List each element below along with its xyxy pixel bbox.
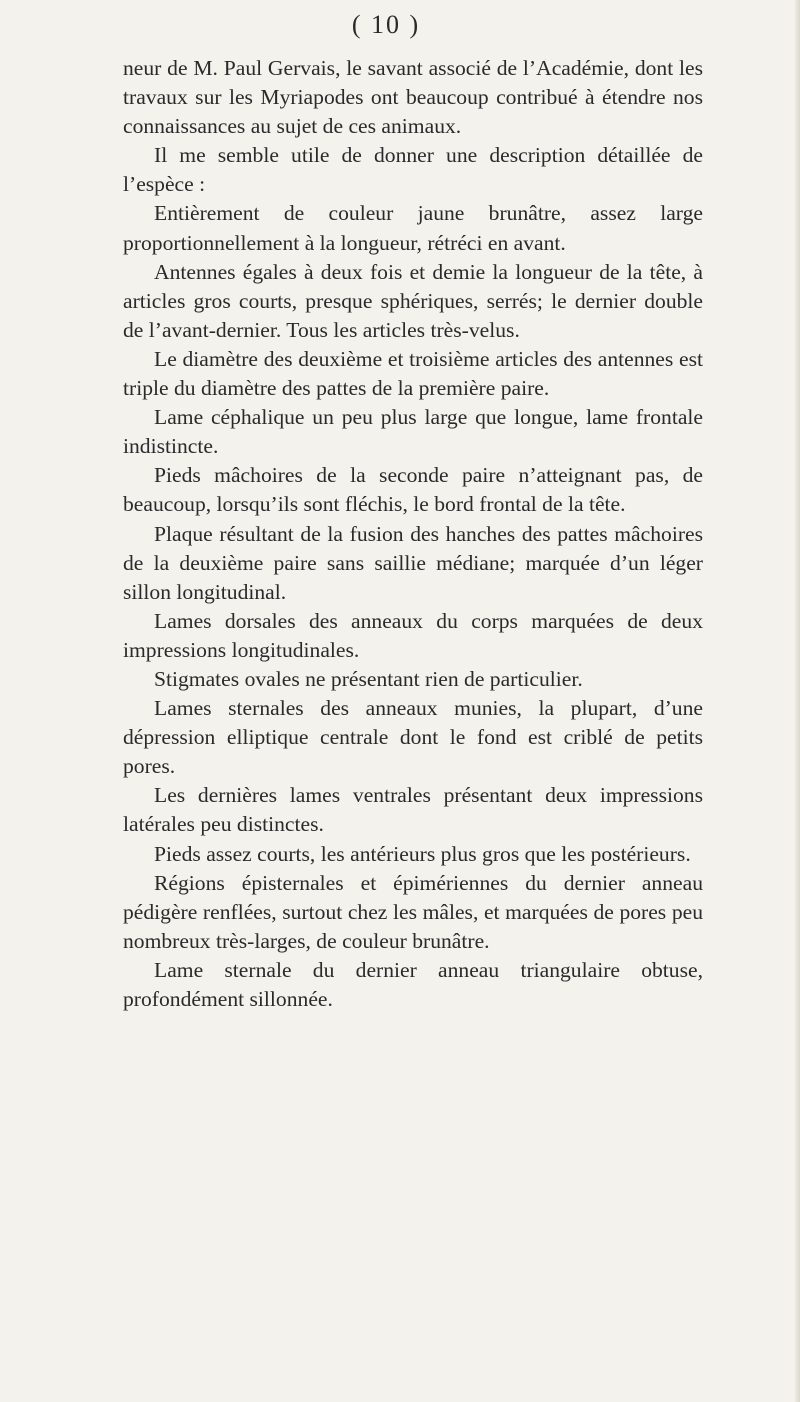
paragraph: Lames dorsales des anneaux du corps marquées de deux impressions longitudinales.	[123, 608, 703, 662]
paragraph: Lame céphalique un peu plus large que longue, lame frontale indistincte.	[123, 405, 703, 459]
paragraph: Plaque résultant de la fusion des hanches des pattes mâchoires de la deuxième paire sans saillie médiane; marquée d’un léger sillon longitudinal.	[123, 521, 703, 604]
page-number: ( 10 )	[351, 10, 421, 39]
paragraph: Le diamètre des deuxième et troisième articles des antennes est triple du diamètre des pattes de la première paire.	[123, 346, 703, 401]
paragraph: Pieds mâchoires de la seconde paire n’atteignant pas, de beaucoup, lorsqu’ils sont fléchis, le bord frontal de la tête.	[123, 463, 703, 517]
paragraph: Lames sternales des anneaux munies, la plupart, d’une dépression elliptique centrale dont le fond est criblé de petits pores.	[123, 696, 703, 779]
paragraph: Stigmates ovales ne présentant rien de particulier.	[154, 666, 583, 691]
paragraph: Il me semble utile de donner une description détaillée de l’espèce :	[123, 143, 703, 197]
paragraph: Antennes égales à deux fois et demie la longueur de la tête, à articles gros courts, presque sphériques, serrés; le dernier double de l’avant-dernier. Tous les articles très-velus.	[123, 259, 703, 342]
paragraph: Entièrement de couleur jaune brunâtre, assez large proportionnellement à la longueur, rétréci en avant.	[123, 201, 703, 255]
paragraph: neur de M. Paul Gervais, le savant associé de l’Académie, dont les travaux sur les Myriapodes ont beaucoup contribué à étendre nos connaissances au sujet de ces animaux.	[123, 56, 703, 139]
body-text	[123, 54, 703, 1014]
paragraph: Lame sternale du dernier anneau triangulaire obtuse, profondément sillonnée.	[123, 957, 703, 1011]
paragraph: Régions épisternales et épimériennes du dernier anneau pédigère renflées, surtout chez les mâles, et marquées de pores peu nombreux très-larges, de couleur brunâtre.	[123, 870, 703, 953]
paragraph: Pieds assez courts, les antérieurs plus gros que les postérieurs.	[154, 841, 691, 866]
page-edge-shadow	[794, 0, 800, 1402]
paragraph: Les dernières lames ventrales présentant deux impressions latérales peu distinctes.	[123, 783, 703, 837]
